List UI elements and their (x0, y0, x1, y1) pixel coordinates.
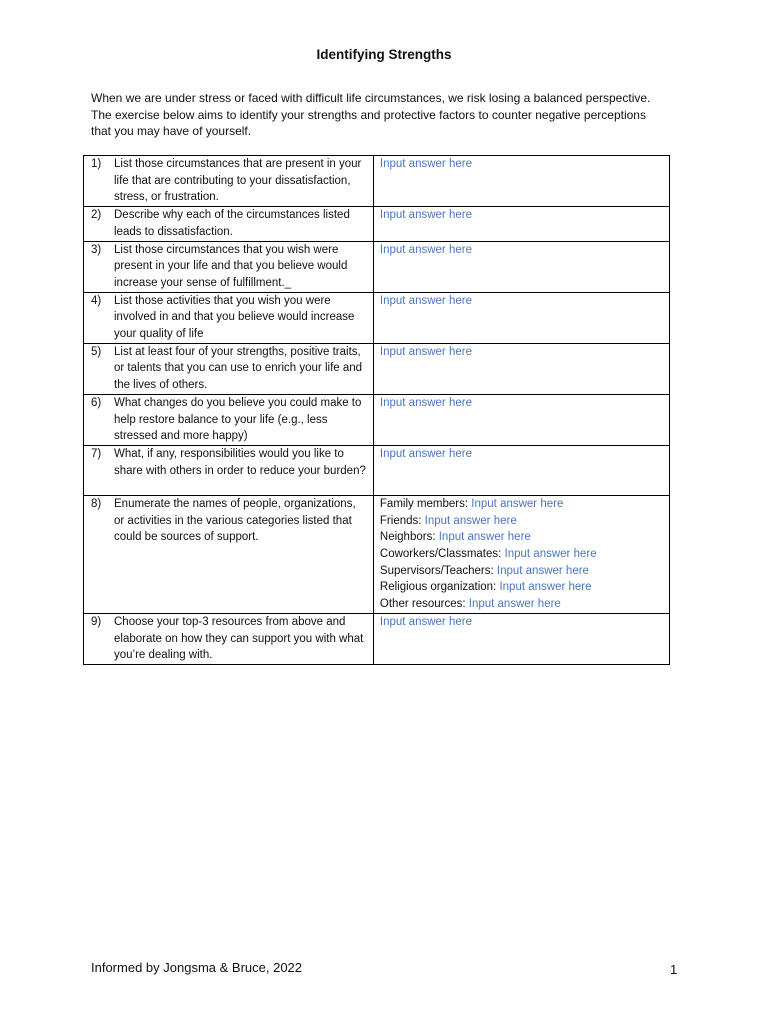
table-row (84, 394, 670, 445)
worksheet-table (83, 155, 670, 665)
answer-field[interactable]: Input answer here (379, 209, 472, 222)
support-line-supervisors (380, 563, 669, 580)
question-text: What, if any, responsibilities would you like to share with others in order to reduce your burden? (114, 447, 366, 477)
table-row (84, 241, 670, 292)
support-line-family (380, 496, 669, 513)
support-label: Supervisors/Teachers: (379, 564, 494, 577)
table-row (84, 445, 670, 495)
answer-field[interactable]: Input answer here (379, 294, 472, 307)
support-label: Coworkers/Classmates: (379, 548, 502, 561)
page-number: 1 (670, 962, 678, 977)
support-label: Neighbors: (379, 531, 436, 544)
answer-field[interactable]: Input answer here (504, 548, 597, 561)
table-row (84, 207, 670, 241)
answer-field[interactable]: Input answer here (379, 158, 472, 170)
question-text: Enumerate the names of people, organizations, or activities in the various categories listed that could be sources of support. (114, 497, 356, 544)
table-row (84, 292, 670, 343)
question-number: 5) (91, 345, 102, 358)
question-text: List at least four of your strengths, positive traits, or talents that you can use to enrich your life and the lives of others. (114, 345, 363, 392)
question-number: 4) (91, 294, 102, 307)
answer-field[interactable]: Input answer here (379, 615, 472, 628)
table-row (84, 495, 670, 613)
intro-paragraph (91, 90, 671, 140)
support-line-other (380, 596, 669, 613)
table-row (84, 613, 670, 664)
question-number: 3) (91, 243, 102, 256)
answer-field[interactable]: Input answer here (438, 531, 531, 544)
support-label: Religious organization: (379, 581, 497, 594)
intro-line: When we are under stress or faced with difficult life circumstances, we risk losing a balanced perspective. (91, 91, 651, 105)
answer-field[interactable]: Input answer here (471, 497, 564, 510)
table-row (84, 343, 670, 394)
answer-field[interactable]: Input answer here (379, 345, 472, 358)
question-text: List those circumstances that you wish were present in your life and that you believe would increase your sense of fulfillment._ (114, 243, 348, 289)
question-number: 2) (91, 209, 102, 222)
support-label: Friends: (379, 514, 422, 527)
answer-field[interactable]: Input answer here (496, 564, 589, 577)
answer-field[interactable]: Input answer here (468, 598, 561, 611)
question-number: 1) (91, 158, 102, 170)
answer-field[interactable]: Input answer here (379, 396, 472, 409)
support-line-coworkers (380, 546, 669, 563)
support-line-friends (380, 513, 669, 530)
question-text: Choose your top-3 resources from above and elaborate on how they can support you with what you’re dealing with. (114, 615, 364, 662)
support-line-neighbors (380, 529, 669, 546)
answer-field[interactable]: Input answer here (379, 243, 472, 256)
question-text: What changes do you believe you could make to help restore balance to your life (e.g., less stressed and more happy) (114, 396, 362, 443)
question-text: List those activities that you wish you were involved in and that you believe would increase your quality of life (114, 294, 355, 341)
question-text: List those circumstances that are present in your life that are contributing to your dissatisfaction, stress, or frustration. (114, 158, 362, 204)
question-number: 6) (91, 396, 102, 409)
page-title: Identifying Strengths (316, 47, 452, 62)
answer-field[interactable]: Input answer here (499, 581, 592, 594)
support-label: Other resources: (379, 598, 466, 611)
table-row (84, 156, 670, 207)
intro-line: The exercise below aims to identify your strengths and protective factors to counter negative perceptions (91, 107, 646, 122)
support-label: Family members: (379, 497, 469, 510)
question-number: 7) (91, 447, 102, 460)
question-number: 9) (91, 615, 102, 628)
support-line-religious (380, 579, 669, 596)
answer-field[interactable]: Input answer here (379, 447, 472, 460)
question-number: 8) (91, 497, 102, 510)
intro-line: that you may have of yourself. (91, 124, 252, 138)
support-categories (373, 495, 669, 613)
answer-field[interactable]: Input answer here (424, 514, 517, 527)
footer-credit: Informed by Jongsma & Bruce, 2022 (91, 960, 303, 975)
question-text: Describe why each of the circumstances listed leads to dissatisfaction. (114, 209, 350, 238)
